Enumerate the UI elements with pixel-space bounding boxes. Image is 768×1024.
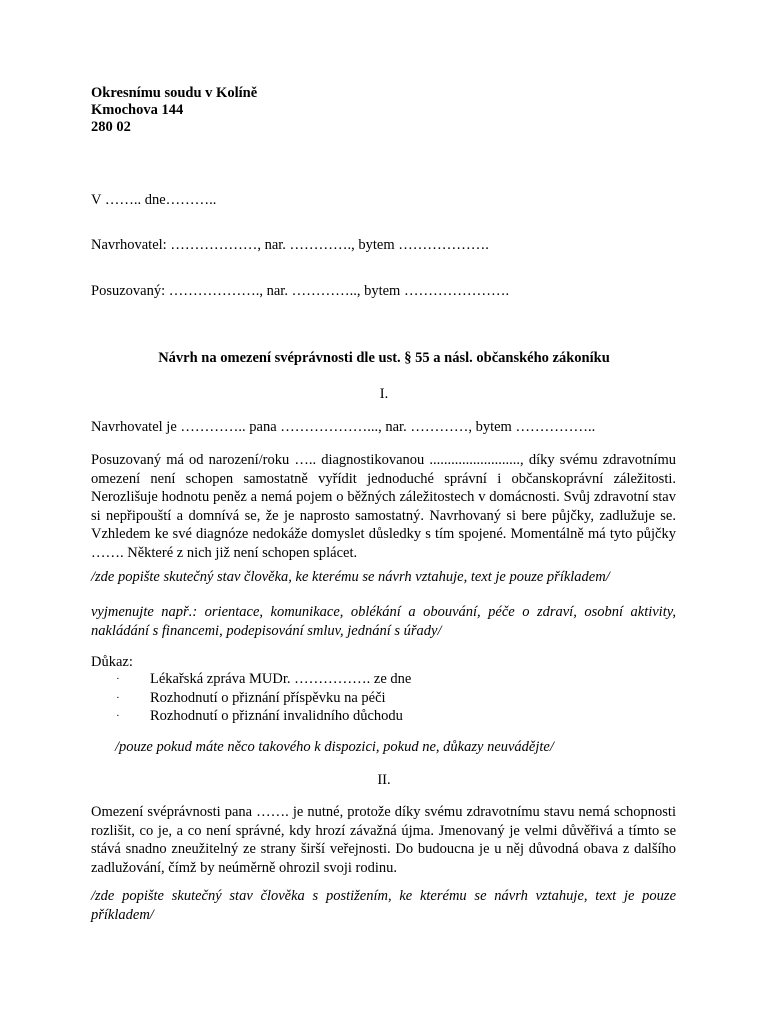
petitioner-relationship-line: Navrhovatel je ………….. pana ………………..., nar. …………, bytem ……………..	[91, 419, 596, 435]
recipient-court: Okresnímu soudu v Kolíně	[91, 85, 258, 101]
bullet-dot: ·	[116, 673, 120, 685]
section-1-heading: I.	[379, 386, 389, 402]
bullet-dot: ·	[116, 710, 120, 722]
petitioner-line: Navrhovatel: ………………, nar. …………., bytem ……………….	[91, 237, 489, 253]
evidence-item-disability-pension: Rozhodnutí o přiznání invalidního důchodu	[150, 708, 403, 724]
bullet-dot: ·	[116, 691, 120, 704]
section-1-list-note: vyjmenujte např.: orientace, komunikace, oblékání a obouvání, péče o zdraví, osobní aktivity, nakládání s financemi, podepisování smluv, jednání s úřady/	[91, 604, 676, 639]
evidence-item-care-allowance: Rozhodnutí o přiznání příspěvku na péči	[150, 689, 386, 706]
section-1-paragraph: Posuzovaný má od narození/roku ….. diagnostikovanou ........................., díky svému zdravotnímu omezení není schopen samostatně vyřídit jednoduché správní i občanskoprávní záležitosti. Nerozlišuje hodnotu peněz a nemá pojem o běžných záležitostech v domácnosti. Svůj zdravotní stav si nepřipouští a domnívá se, že je naprosto samostatný. Navrhovaný si bere půjčky, zadlužuje se. Vzhledem ke své diagnóze nedokáže domyslet důsledky s tím spojené. Momentálně má tyto půjčky ……. Některé z nich již není schopen splácet.	[91, 452, 676, 561]
evidence-item-medical-report: Lékařská zpráva MUDr. ……………. ze dne	[150, 671, 412, 687]
section-2-paragraph: Omezení svéprávnosti pana ……. je nutné, protože díky svému zdravotnímu stavu nemá schopnosti rozlišit, co je, a co není správné, kdy hrozí závažná újma. Jmenovaný je velmi důvěřivá a tímto se stává snadno zneužitelný ze strany širší veřejnosti. Do budoucna je u něj důvodná obava z dalšího zadlužování, čímž by neúměrně ohrozil svoji rodinu.	[91, 804, 676, 876]
section-2-heading: II.	[377, 772, 391, 788]
section-1-paragraph-block	[91, 451, 676, 563]
evidence-instruction-note: /pouze pokud máte něco takového k dispozici, pokud ne, důkazy neuvádějte/	[115, 739, 554, 755]
place-date-line: V …….. dne………..	[91, 192, 217, 208]
assessed-person-line: Posuzovaný: ………………., nar. ………….., bytem ………………….	[91, 283, 510, 299]
section-1-instruction-note: /zde popište skutečný stav člověka, ke kterému se návrh vztahuje, text je pouze příkladem/	[91, 569, 610, 585]
recipient-street: Kmochova 144	[91, 102, 184, 118]
section-1-list-note-block	[91, 603, 676, 640]
document-title: Návrh na omezení svéprávnosti dle ust. § 55 a násl. občanského zákoníku	[158, 350, 610, 366]
section-2-paragraph-block	[91, 803, 676, 877]
evidence-label: Důkaz:	[91, 654, 133, 670]
section-2-note-block	[91, 887, 676, 924]
section-2-instruction-note: /zde popište skutečný stav člověka s postižením, ke kterému se návrh vztahuje, text je pouze příkladem/	[91, 888, 676, 923]
recipient-zip: 280 02	[91, 119, 131, 135]
